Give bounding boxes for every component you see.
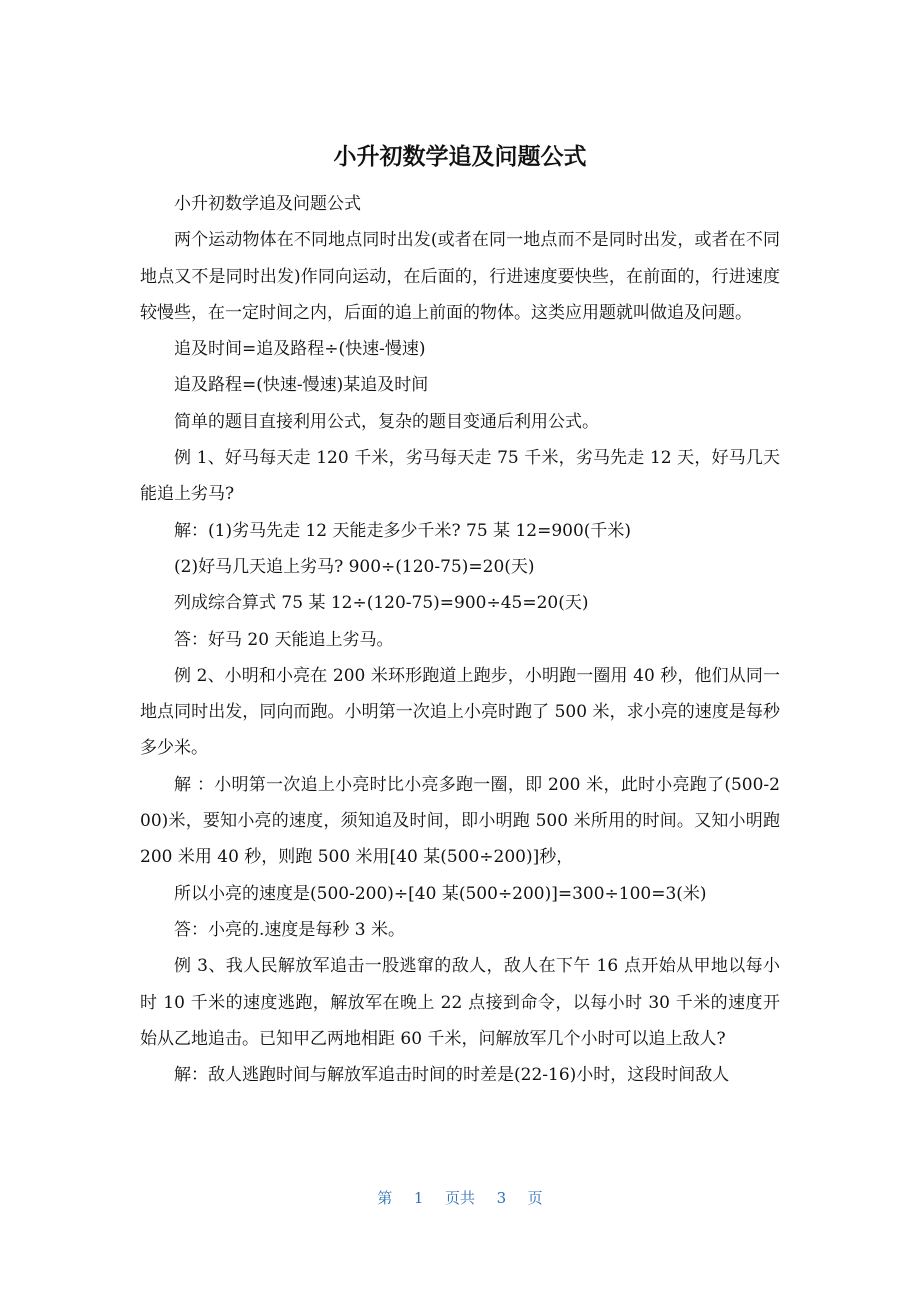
example-1-answer: 答：好马 20 天能追上劣马。 xyxy=(174,629,394,650)
page-title: 小升初数学追及问题公式 xyxy=(333,144,587,170)
footer-total-pages: 3 xyxy=(496,1189,507,1207)
footer-current-page: 1 xyxy=(413,1189,424,1207)
example-3-solution: 解：敌人逃跑时间与解放军追击时间的时差是(22-16)小时，这段时间敌人 xyxy=(174,1065,730,1086)
example-2-calculation: 所以小亮的速度是(500-200)÷[40 某(500÷200)]=300÷100=3(米) xyxy=(174,883,707,904)
example-2-question: 例 2、小明和小亮在 200 米环形跑道上跑步，小明跑一圈用 40 秒，他们从同一地点同时出发，同向而跑。小明第一次追上小亮时跑了 500 米，求小亮的速度是每秒多少米。 xyxy=(140,665,780,759)
paragraph-subtitle: 小升初数学追及问题公式 xyxy=(174,194,361,214)
footer-middle: 页共 xyxy=(444,1189,475,1207)
example-2-solution: 解 ：小明第一次追上小亮时比小亮多跑一圈，即 200 米，此时小亮跑了(500-200)米，要知小亮的速度，须知追及时间，即小明跑 500 米所用的时间。又知小明跑 200 米用 40 秒，则跑 500 米用[40 某(500÷200)]秒， xyxy=(140,774,780,868)
formula-chase-distance: 追及路程=(快速-慢速)某追及时间 xyxy=(174,375,429,396)
example-1-solution-step-2: (2)好马几天追上劣马? 900÷(120-75)=20(天) xyxy=(174,556,535,577)
paragraph-tip: 简单的题目直接利用公式，复杂的题目变通后利用公式。 xyxy=(174,411,599,432)
document-body xyxy=(140,186,780,1093)
example-3-question: 例 3、我人民解放军追击一股逃窜的敌人，敌人在下午 16 点开始从甲地以每小时 10 千米的速度逃跑，解放军在晚上 22 点接到命令，以每小时 30 千米的速度开始从乙地追击。已知甲乙两地相距 60 千米，问解放军几个小时可以追上敌人? xyxy=(140,956,780,1049)
formula-chase-time: 追及时间=追及路程÷(快速-慢速) xyxy=(174,339,426,360)
page-footer xyxy=(0,1187,920,1209)
example-1-question: 例 1、好马每天走 120 千米，劣马每天走 75 千米，劣马先走 12 天，好马几天能追上劣马? xyxy=(140,448,780,505)
example-1-solution-step-1: 解：(1)劣马先走 12 天能走多少千米? 75 某 12=900(千米) xyxy=(174,520,632,541)
paragraph-definition: 两个运动物体在不同地点同时出发(或者在同一地点而不是同时出发，或者在不同地点又不是同时出发)作同向运动，在后面的，行进速度要快些，在前面的，行进速度较慢些，在一定时间之内，后面的追上前面的物体。这类应用题就叫做追及问题。 xyxy=(140,230,780,323)
footer-prefix: 第 xyxy=(377,1189,393,1207)
footer-suffix: 页 xyxy=(527,1189,543,1207)
example-2-answer: 答：小亮的.速度是每秒 3 米。 xyxy=(174,919,406,940)
example-1-combined-formula: 列成综合算式 75 某 12÷(120-75)=900÷45=20(天) xyxy=(174,593,589,614)
